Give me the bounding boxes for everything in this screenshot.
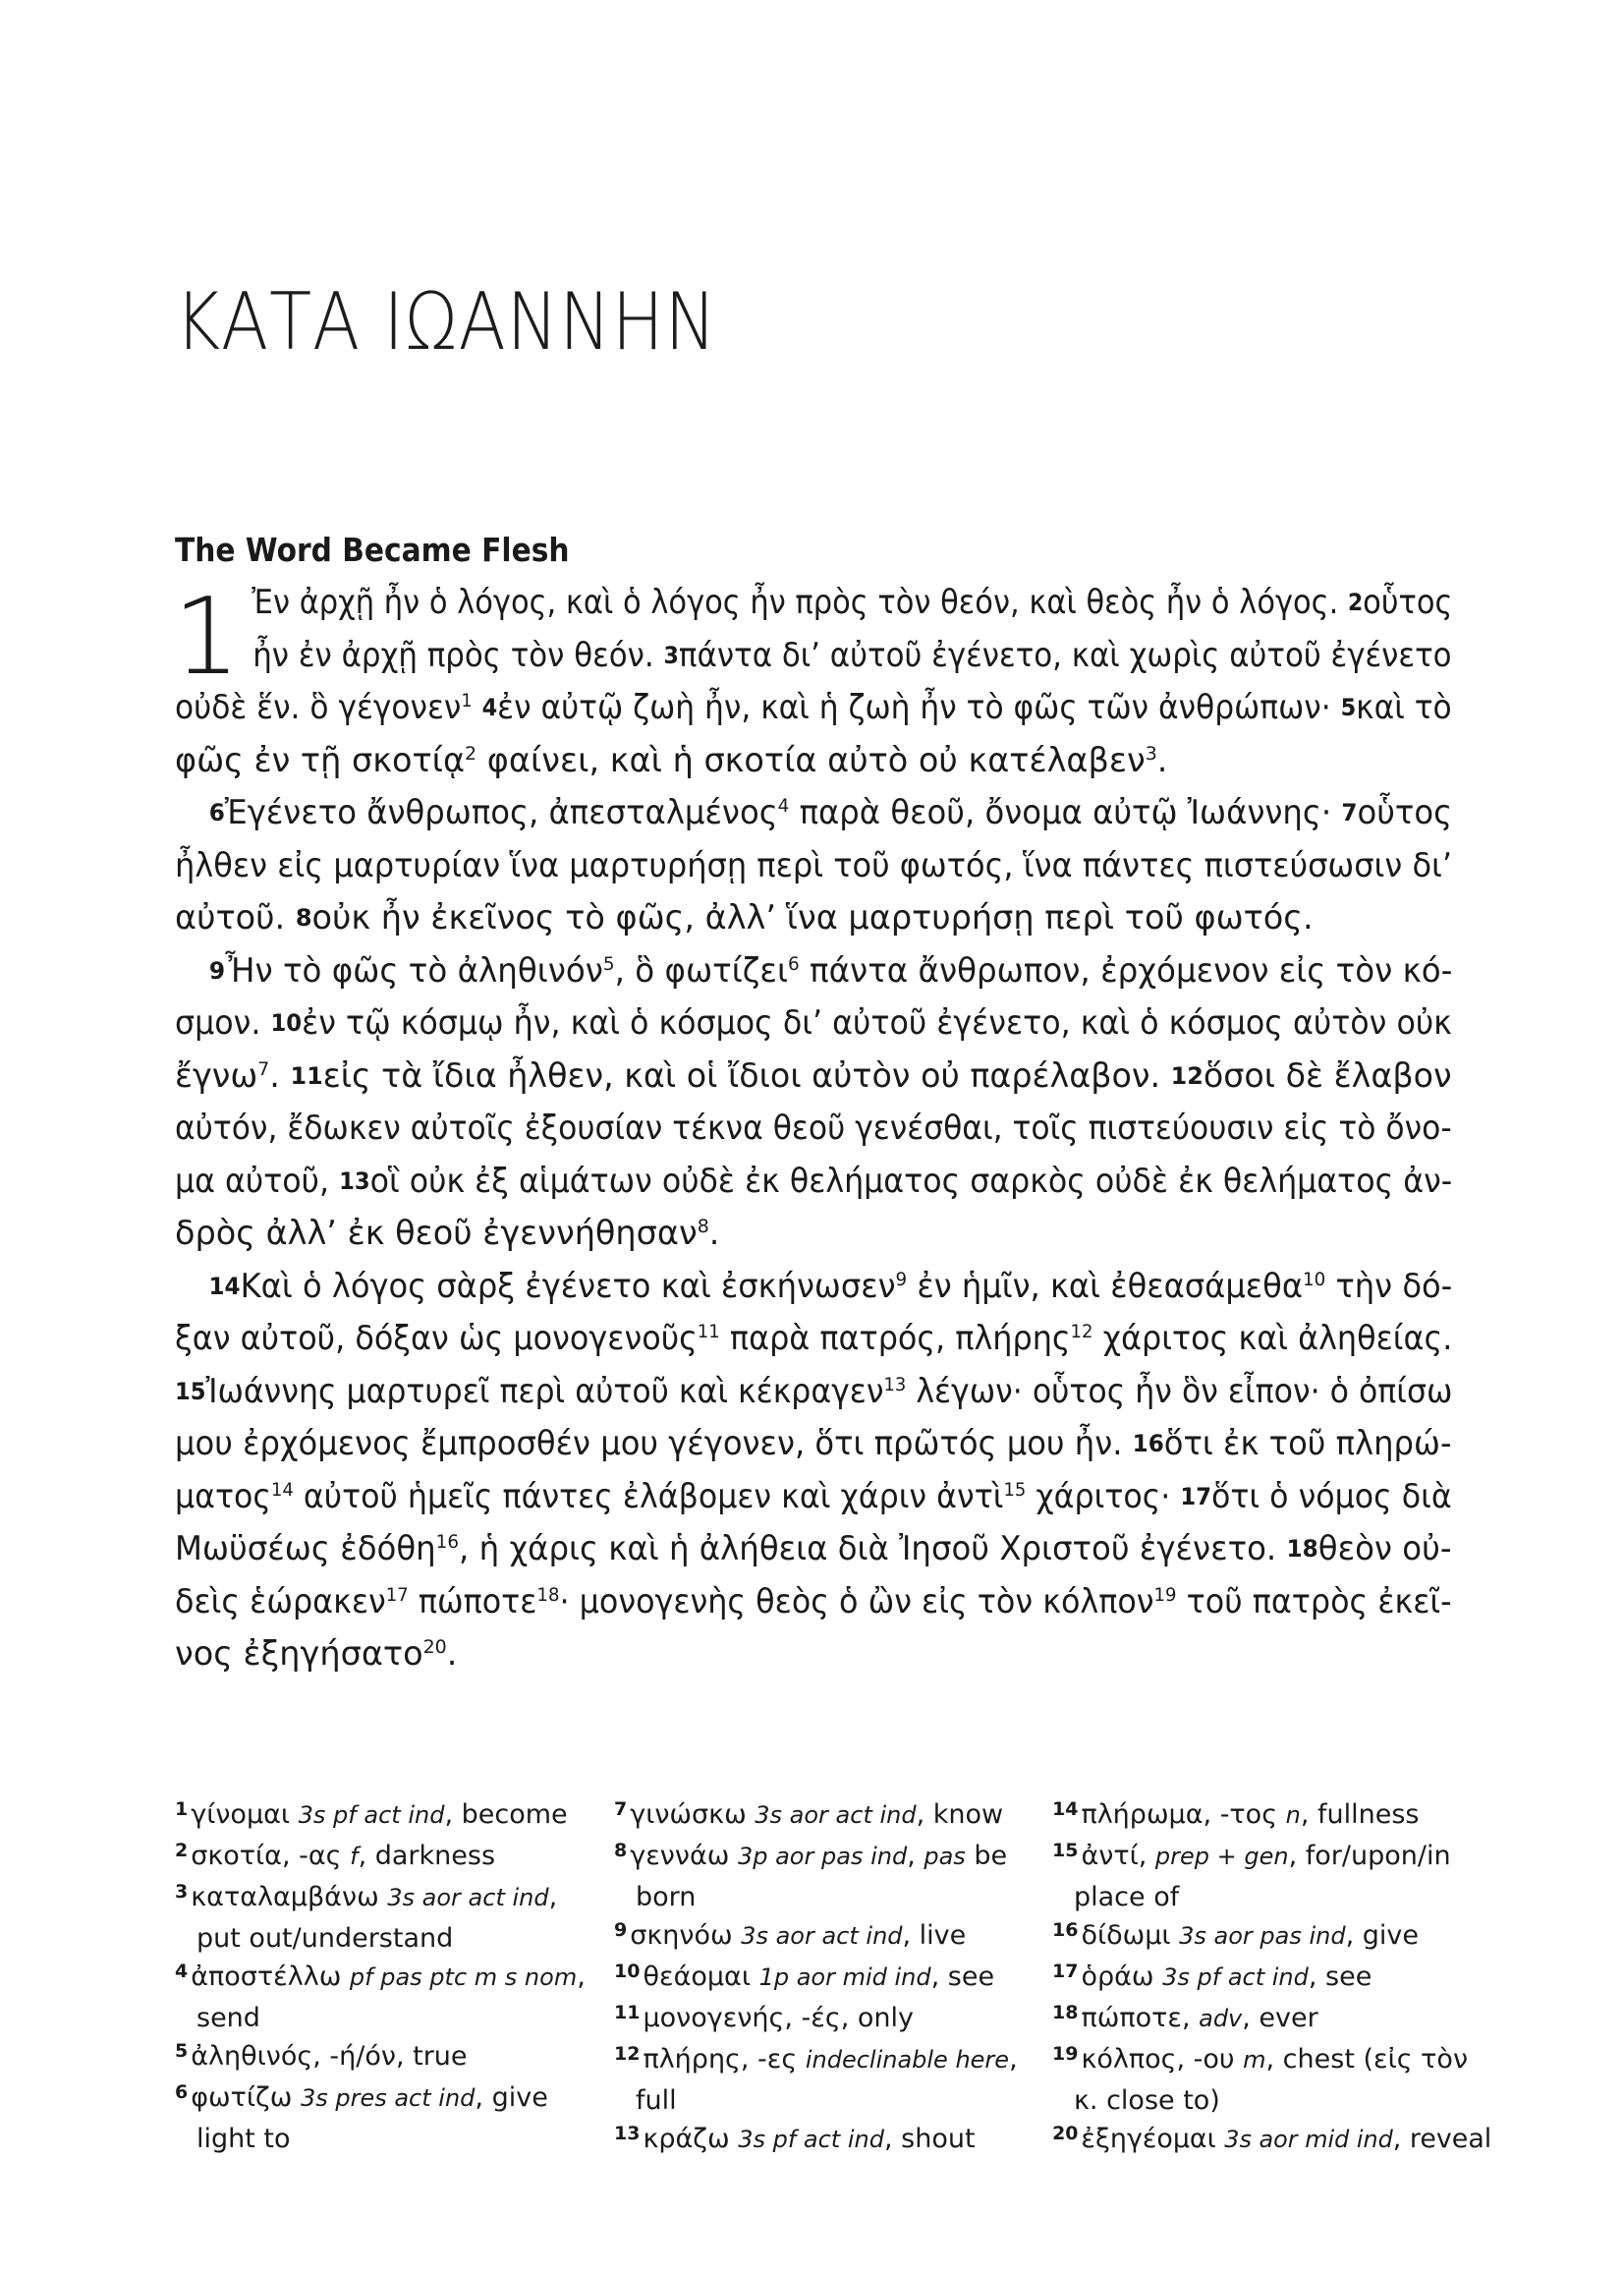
- footnote-entry: [1052, 1958, 1475, 1999]
- verse-text: .: [1156, 740, 1168, 779]
- footnote-number: 13: [614, 2123, 641, 2144]
- footnote-marker: 15: [1003, 1478, 1027, 1501]
- verse-text: Καὶ ὁ λόγος σὰρξ ἐγένετο καὶ ἐσκήνωσεν: [240, 1266, 896, 1305]
- book-title: ΚΑΤΑ ΙΩΑΝΝΗΝ: [175, 276, 718, 368]
- footnote-marker: 17: [385, 1583, 409, 1606]
- footnote-gloss: ,: [548, 1882, 558, 1912]
- footnote-number: 11: [614, 2002, 641, 2023]
- verse-text: ἐν αὐτῷ ζωὴ ἦν, καὶ ἡ ζωὴ ἦν τὸ φῶς τῶν ἀνθρώπων·: [497, 688, 1341, 726]
- footnote-entry: [1052, 2120, 1492, 2161]
- text-line: [175, 629, 1452, 682]
- footnote-gloss: place of: [1074, 1882, 1180, 1912]
- verse-text: .: [269, 1055, 291, 1095]
- footnote-gloss: σκοτία, -ας: [191, 1841, 351, 1871]
- footnote-line: [196, 2120, 597, 2158]
- footnote-entry: [614, 1916, 1036, 1958]
- footnote-marker: 6: [787, 952, 800, 975]
- text-line: [175, 1627, 1452, 1680]
- verse-text: Μωϋσέως ἐδόθη: [175, 1529, 436, 1567]
- footnote-gloss: , chest (εἰς τὸν: [1265, 2044, 1469, 2075]
- footnote-parsing: adv: [1199, 2005, 1243, 2032]
- verse-text: οὗτος: [1363, 583, 1453, 621]
- footnote-marker: 3: [1145, 742, 1157, 765]
- footnote-line: [1052, 1916, 1475, 1958]
- footnote-line: [614, 2040, 1036, 2081]
- footnote-number: 5: [175, 2040, 189, 2062]
- footnote-gloss: born: [636, 1882, 697, 1912]
- footnote-gloss: σκηνόω: [630, 1920, 742, 1951]
- footnote-number: 6: [175, 2081, 189, 2103]
- footnote-line: [175, 1958, 597, 1999]
- text-line: [175, 1155, 1453, 1208]
- footnote-gloss: πώποτε,: [1081, 2003, 1200, 2033]
- verse-number: 10: [270, 1009, 303, 1037]
- footnote-line: [1052, 2120, 1492, 2161]
- footnote-gloss: be: [965, 1841, 1008, 1871]
- footnote-parsing: pf pas ptc m s nom: [349, 1963, 578, 1991]
- footnote-marker: 20: [422, 1635, 447, 1658]
- verse-text: Ἰωάννης μαρτυρεῖ περὶ αὐτοῦ καὶ κέκραγεν: [205, 1371, 884, 1410]
- footnote-number: 10: [614, 1961, 641, 1982]
- footnote-entry: [175, 1878, 597, 1958]
- footnote-entry: [614, 1958, 1036, 1999]
- text-line: [175, 734, 1452, 787]
- footnote-gloss: γίνομαι: [191, 1799, 299, 1830]
- verse-text: χάριτος καὶ ἀληθείας.: [1092, 1319, 1453, 1357]
- verse-text: δρὸς ἀλλ’ ἐκ θεοῦ ἐγεννήθησαν: [175, 1214, 698, 1252]
- verse-text: πώποτε: [408, 1581, 537, 1621]
- verse-text: φαίνει, καὶ ἡ σκοτία αὐτὸ οὐ κατέλαβεν: [476, 740, 1146, 779]
- verse-text: αὐτόν, ἔδωκεν αὐτοῖς ἐξουσίαν τέκνα θεοῦ γενέσθαι, τοῖς πιστεύουσιν εἰς τὸ ὄνο-: [175, 1109, 1452, 1147]
- verse-number: 14: [208, 1272, 241, 1300]
- verse-number: 6: [208, 799, 225, 826]
- footnote-entry: [614, 1795, 1036, 1837]
- footnote-gloss: ἀληθινός, -ή/όν, true: [191, 2041, 468, 2072]
- verse-text: οὐδὲ ἕν. ὃ γέγονεν: [175, 688, 462, 726]
- text-line: [175, 839, 1453, 892]
- footnote-entry: [1052, 1837, 1475, 1916]
- footnote-number: 18: [1052, 2002, 1079, 2023]
- verse-text: ὅτι ὁ νόμος διὰ: [1210, 1476, 1452, 1515]
- footnote-gloss: , for/upon/in: [1288, 1841, 1451, 1871]
- footnote-marker: 2: [465, 742, 477, 765]
- verse-text: λέγων· οὗτος ἦν ὃν εἶπον· ὁ ὀπίσω: [906, 1371, 1453, 1410]
- footnote-marker: 12: [1070, 1320, 1093, 1342]
- footnote-column-2: [614, 1795, 1036, 2161]
- footnote-gloss: , shout: [883, 2124, 976, 2154]
- footnote-entry: [175, 1837, 597, 1878]
- verse-number: 15: [175, 1377, 206, 1405]
- verse-text: οὗτος: [1357, 793, 1453, 831]
- footnote-line: [614, 1916, 1036, 1958]
- verse-text: χάριτος·: [1026, 1476, 1181, 1515]
- footnote-gloss: , fullness: [1300, 1799, 1420, 1830]
- verse-text: ὅσοι δὲ ἔλαβον: [1203, 1055, 1452, 1095]
- verse-text: .: [708, 1214, 720, 1252]
- footnote-number: 7: [614, 1798, 628, 1820]
- footnote-parsing: 1p aor mid ind: [758, 1963, 931, 1991]
- footnote-gloss: put out/understand: [196, 1923, 454, 1954]
- footnote-marker: 16: [435, 1530, 460, 1553]
- footnote-gloss: , become: [444, 1799, 568, 1830]
- footnote-parsing: n: [1285, 1801, 1301, 1829]
- footnote-gloss: , ever: [1242, 2003, 1318, 2033]
- footnote-gloss: , know: [916, 1799, 1004, 1830]
- footnote-gloss: ἐξηγέομαι: [1081, 2124, 1225, 2154]
- footnote-parsing: 3s aor act ind: [755, 1801, 917, 1829]
- footnote-entry: [1052, 1916, 1475, 1958]
- text-line: [175, 1102, 1452, 1155]
- verse-text: θεὸν οὐ-: [1317, 1529, 1452, 1567]
- verse-text: ξαν αὐτοῦ, δόξαν ὡς μονογενοῦς: [175, 1319, 698, 1357]
- verse-text: Ἦν τὸ φῶς τὸ ἀληθινόν: [225, 950, 603, 990]
- footnote-line: [175, 1837, 597, 1878]
- text-line: [175, 1312, 1453, 1365]
- footnote-entry: [614, 1837, 1036, 1916]
- footnote-entry: [614, 1999, 1036, 2040]
- footnote-marker: 14: [271, 1478, 294, 1501]
- footnote-gloss: γεννάω: [630, 1841, 738, 1871]
- verse-number: 12: [1170, 1061, 1204, 1090]
- verse-text: · μονογενὴς θεὸς ὁ ὢν εἰς τὸν κόλπον: [559, 1581, 1154, 1621]
- footnote-line: [614, 1999, 1036, 2040]
- verse-text: παρὰ θεοῦ, ὄνομα αὐτῷ Ἰωάννης·: [789, 793, 1342, 831]
- footnote-gloss: καταλαμβάνω: [191, 1882, 388, 1912]
- footnote-number: 2: [175, 1840, 189, 1861]
- footnote-parsing: 3s aor act ind: [387, 1884, 549, 1911]
- footnote-line: [614, 1958, 1036, 1999]
- footnote-parsing: m: [1243, 2046, 1266, 2074]
- footnote-entry: [614, 2120, 1036, 2161]
- footnote-line: [636, 1878, 1036, 1916]
- verse-text: εἰς τὰ ἴδια ἦλθεν, καὶ οἱ ἴδιοι αὐτὸν οὐ παρέλαβον.: [322, 1055, 1171, 1095]
- footnote-gloss: κράζω: [643, 2124, 739, 2154]
- footnote-marker: 18: [536, 1583, 560, 1606]
- footnote-gloss: πλήρης, -ες: [643, 2044, 806, 2075]
- footnote-gloss: ,: [577, 1962, 586, 1992]
- footnote-line: [1052, 1795, 1475, 1837]
- verse-text: , ὃ φωτίζει: [614, 950, 788, 990]
- text-line: [175, 1207, 1452, 1260]
- verse-number: 16: [1132, 1430, 1164, 1457]
- verse-text: ἔγνω: [175, 1055, 258, 1095]
- footnote-marker: 11: [697, 1320, 720, 1342]
- footnote-parsing: 3s aor mid ind: [1224, 2126, 1393, 2153]
- verse-number: 11: [290, 1061, 323, 1090]
- footnote-gloss: ὁράω: [1081, 1962, 1163, 1992]
- verse-text: Ἐν ἀρχῇ ἦν ὁ λόγος, καὶ ὁ λόγος ἦν πρὸς τὸν θεόν, καὶ θεὸς ἦν ὁ λόγος.: [252, 583, 1348, 621]
- footnote-gloss: , darkness: [358, 1841, 496, 1871]
- footnote-marker: 5: [602, 952, 615, 975]
- footnote-gloss: ,: [907, 1841, 924, 1871]
- verse-number: 4: [481, 694, 498, 721]
- section-heading: The Word Became Flesh: [175, 531, 570, 569]
- verse-text: νος ἐξηγήσατο: [175, 1634, 423, 1673]
- footnote-entry: [1052, 1795, 1475, 1837]
- verse-text: αὐτοῦ ἡμεῖς πάντες ἐλάβομεν καὶ χάριν ἀντὶ: [293, 1476, 1004, 1515]
- footnote-number: 14: [1052, 1798, 1079, 1820]
- verse-number: 8: [295, 904, 312, 932]
- text-line: [175, 786, 1453, 839]
- footnote-number: 12: [614, 2043, 641, 2065]
- verse-text: ὅτι ἐκ τοῦ πληρώ-: [1163, 1424, 1452, 1462]
- footnote-line: [1052, 1837, 1475, 1878]
- footnote-entry: [175, 1958, 597, 2037]
- footnote-marker: 10: [1303, 1268, 1326, 1290]
- footnote-entry: [175, 2037, 597, 2078]
- verse-text: πάντα δι’ αὐτοῦ ἐγένετο, καὶ χωρὶς αὐτοῦ ἐγένετο: [678, 635, 1452, 674]
- footnote-entry: [175, 2078, 597, 2158]
- footnote-gloss: φωτίζω: [191, 2082, 301, 2113]
- verse-text: ἐν ἡμῖν, καὶ ἐθεασάμεθα: [907, 1266, 1304, 1305]
- verse-text: ματος: [175, 1476, 272, 1515]
- verse-text: .: [446, 1634, 458, 1673]
- verse-text: δεὶς ἑώρακεν: [175, 1581, 386, 1621]
- verse-number: 13: [339, 1166, 370, 1195]
- footnote-marker: 13: [883, 1373, 907, 1395]
- footnote-gloss: δίδωμι: [1081, 1920, 1180, 1951]
- footnote-gloss: κ. close to): [1074, 2085, 1220, 2116]
- footnote-parsing: 3s aor act ind: [741, 1922, 903, 1950]
- verse-number: 9: [208, 956, 226, 985]
- footnote-gloss: πλήρωμα, -τος: [1081, 1799, 1286, 1830]
- footnote-entry: [1052, 1999, 1475, 2040]
- verse-text: [473, 688, 482, 726]
- footnote-line: [1052, 1958, 1475, 1999]
- footnote-gloss: κόλπος, -ου: [1081, 2044, 1244, 2075]
- verse-text: , ἡ χάρις καὶ ἡ ἀλήθεια διὰ Ἰησοῦ Χριστοῦ ἐγένετο.: [459, 1529, 1287, 1567]
- footnote-line: [175, 2078, 597, 2120]
- footnote-gloss: send: [196, 2003, 260, 2033]
- footnote-line: [614, 1837, 1036, 1878]
- footnote-marker: 19: [1153, 1583, 1177, 1606]
- verse-number: 17: [1180, 1482, 1211, 1510]
- footnote-line: [1074, 1878, 1475, 1916]
- footnote-parsing: 3s pres act ind: [300, 2084, 476, 2112]
- footnote-parsing: indeclinable here: [805, 2046, 1010, 2074]
- footnote-line: [196, 1999, 597, 2037]
- verse-text: σμον.: [175, 1003, 271, 1042]
- footnote-parsing: 3s pf act ind: [298, 1801, 445, 1829]
- verse-text: Ἐγένετο ἄνθρωπος, ἀπεσταλμένος: [224, 793, 778, 831]
- footnote-gloss: full: [636, 2085, 677, 2116]
- footnote-entry: [1052, 2040, 1475, 2120]
- verse-number: 18: [1286, 1535, 1318, 1563]
- verse-text: αὐτοῦ.: [175, 898, 296, 937]
- footnote-parsing: f: [350, 1843, 359, 1870]
- footnote-gloss: light to: [196, 2124, 291, 2154]
- text-line: [175, 681, 1452, 734]
- verse-text: πάντα ἄνθρωπον, ἐρχόμενον εἰς τὸν κό-: [799, 950, 1453, 990]
- verse-text: ἦλθεν εἰς μαρτυρίαν ἵνα μαρτυρήσῃ περὶ τοῦ φωτός, ἵνα πάντες πιστεύσωσιν δι’: [175, 845, 1453, 884]
- footnote-marker: 4: [777, 794, 790, 817]
- footnote-number: 1: [175, 1798, 189, 1820]
- footnote-column-1: [175, 1795, 597, 2158]
- text-line: [175, 1575, 1452, 1628]
- footnote-marker: 9: [895, 1268, 908, 1290]
- footnote-gloss: , see: [1308, 1962, 1372, 1992]
- text-line: [175, 576, 1453, 629]
- footnote-parsing: prep + gen: [1154, 1843, 1289, 1870]
- footnote-number: 20: [1052, 2123, 1079, 2144]
- footnote-gloss: , give: [475, 2082, 548, 2113]
- verse-number: 3: [663, 641, 679, 669]
- footnote-number: 19: [1052, 2043, 1079, 2065]
- footnote-line: [1074, 2081, 1475, 2120]
- footnote-line: [196, 1919, 597, 1958]
- text-line: [175, 1050, 1452, 1103]
- text-line: [175, 944, 1453, 997]
- footnote-parsing: 3p aor pas ind: [737, 1843, 908, 1870]
- footnote-marker: 8: [697, 1215, 709, 1237]
- footnote-line: [1052, 2040, 1475, 2081]
- text-line: [175, 1470, 1452, 1523]
- footnote-gloss: ἀντί,: [1081, 1841, 1155, 1871]
- footnote-parsing: 3s aor pas ind: [1179, 1922, 1346, 1950]
- footnote-gloss: ἀποστέλλω: [191, 1962, 350, 1992]
- text-line: [175, 1417, 1452, 1470]
- footnote-number: 17: [1052, 1961, 1079, 1982]
- footnote-number: 8: [614, 1840, 628, 1861]
- footnote-gloss: θεάομαι: [643, 1962, 759, 1992]
- footnote-entry: [614, 2040, 1036, 2120]
- verse-text: οἳ οὐκ ἐξ αἱμάτων οὐδὲ ἐκ θελήματος σαρκὸς οὐδὲ ἐκ θελήματος ἀν-: [369, 1161, 1453, 1200]
- verse-text: παρὰ πατρός, πλήρης: [719, 1319, 1071, 1357]
- footnote-parsing: pas: [924, 1843, 966, 1870]
- footnote-line: [614, 2120, 1036, 2161]
- footnote-gloss: , live: [902, 1920, 967, 1951]
- verse-text: ἐν τῷ κόσμῳ ἦν, καὶ ὁ κόσμος δι’ αὐτοῦ ἐγένετο, καὶ ὁ κόσμος αὐτὸν οὐκ: [302, 1003, 1452, 1042]
- footnote-parsing: 3s pf act ind: [738, 2126, 884, 2153]
- text-line: [175, 996, 1452, 1050]
- footnote-number: 15: [1052, 1840, 1079, 1861]
- footnote-line: [1052, 1999, 1475, 2040]
- footnote-line: [614, 1795, 1036, 1837]
- verse-text: τὴν δό-: [1325, 1266, 1453, 1305]
- verse-text: μα αὐτοῦ,: [175, 1161, 340, 1200]
- verse-number: 5: [1340, 694, 1357, 721]
- footnote-line: [636, 2081, 1036, 2120]
- verse-text: μου ἐρχόμενος ἔμπροσθέν μου γέγονεν, ὅτι πρῶτός μου ἦν.: [175, 1424, 1133, 1462]
- footnote-gloss: γινώσκω: [630, 1799, 756, 1830]
- footnote-marker: 7: [257, 1057, 270, 1080]
- footnote-gloss: μονογενής, -ές, only: [643, 2003, 914, 2033]
- footnote-parsing: 3s pf act ind: [1162, 1963, 1309, 1991]
- verse-number: 7: [1341, 799, 1358, 826]
- footnote-gloss: ,: [1009, 2044, 1018, 2075]
- text-line: [175, 1365, 1453, 1418]
- footnote-entry: [175, 1795, 597, 1837]
- footnote-number: 3: [175, 1881, 189, 1903]
- verse-text: οὐκ ἦν ἐκεῖνος τὸ φῶς, ἀλλ’ ἵνα μαρτυρήσῃ περὶ τοῦ φωτός.: [311, 898, 1314, 937]
- verse-text: καὶ τὸ: [1356, 688, 1452, 726]
- footnote-number: 4: [175, 1961, 189, 1982]
- verse-text: φῶς ἐν τῇ σκοτίᾳ: [175, 740, 466, 779]
- verse-text: τοῦ πατρὸς ἐκεῖ-: [1176, 1581, 1452, 1621]
- footnote-gloss: , reveal: [1392, 2124, 1492, 2154]
- text-line: [175, 1260, 1453, 1313]
- chapter-number: 1: [173, 576, 241, 699]
- verse-number: 2: [1347, 589, 1364, 616]
- footnote-number: 9: [614, 1919, 628, 1941]
- footnote-line: [175, 1795, 597, 1837]
- text-line: [175, 891, 1452, 944]
- footnote-column-3: [1052, 1795, 1492, 2161]
- footnote-marker: 1: [461, 689, 473, 711]
- footnote-gloss: , see: [930, 1962, 995, 1992]
- text-line: [175, 1522, 1452, 1575]
- scripture-text: [175, 576, 1452, 1680]
- footnote-line: [175, 1878, 597, 1919]
- footnote-number: 16: [1052, 1919, 1079, 1941]
- footnote-gloss: , give: [1345, 1920, 1420, 1951]
- footnote-line: [175, 2037, 597, 2078]
- verse-text: ἦν ἐν ἀρχῇ πρὸς τὸν θεόν.: [252, 635, 664, 674]
